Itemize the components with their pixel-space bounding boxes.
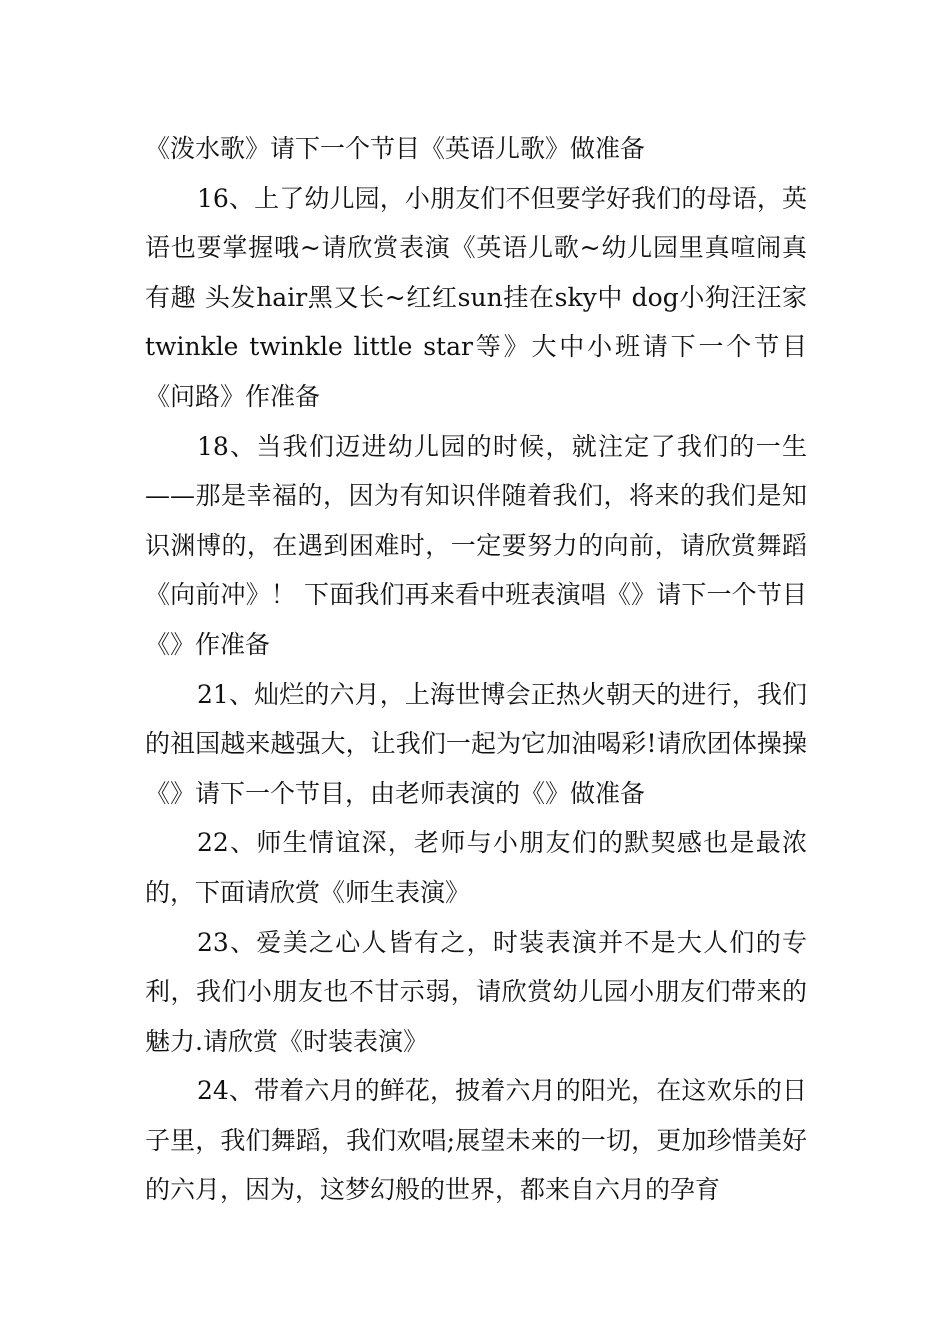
- paragraph-16: 16、上了幼儿园，小朋友们不但要学好我们的母语，英语也要掌握哦~请欣赏表演《英语儿歌~幼儿园里真喧闹真有趣 头发hair黑又长~红红sun挂在sky中 dog小狗汪汪家 twinkle twinkle little star等》大中小班请下一个节目《问路》作准备: [145, 183, 807, 411]
- paragraph-continuation: 《泼水歌》请下一个节目《英语儿歌》做准备: [145, 134, 646, 163]
- document-body: [145, 124, 807, 1215]
- paragraph-24: 24、带着六月的鲜花，披着六月的阳光，在这欢乐的日子里，我们舞蹈，我们欢唱;展望未来的一切，更加珍惜美好的六月，因为，这梦幻般的世界，都来自六月的孕育: [145, 1076, 807, 1205]
- paragraph-23: 23、爱美之心人皆有之，时装表演并不是大人们的专利，我们小朋友也不甘示弱，请欣赏幼儿园小朋友们带来的魅力.请欣赏《时装表演》: [145, 927, 807, 1056]
- paragraph-18: 18、当我们迈进幼儿园的时候，就注定了我们的一生——那是幸福的，因为有知识伴随着我们，将来的我们是知识渊博的，在遇到困难时，一定要努力的向前，请欣赏舞蹈《向前冲》！ 下面我们再来看中班表演唱《》请下一个节目《》作准备: [145, 431, 807, 659]
- paragraph-21: 21、灿烂的六月，上海世博会正热火朝天的进行，我们的祖国越来越强大，让我们一起为它加油喝彩!请欣团体操操《》请下一个节目，由老师表演的《》做准备: [145, 679, 807, 808]
- paragraph-22: 22、师生情谊深，老师与小朋友们的默契感也是最浓的，下面请欣赏《师生表演》: [145, 828, 807, 907]
